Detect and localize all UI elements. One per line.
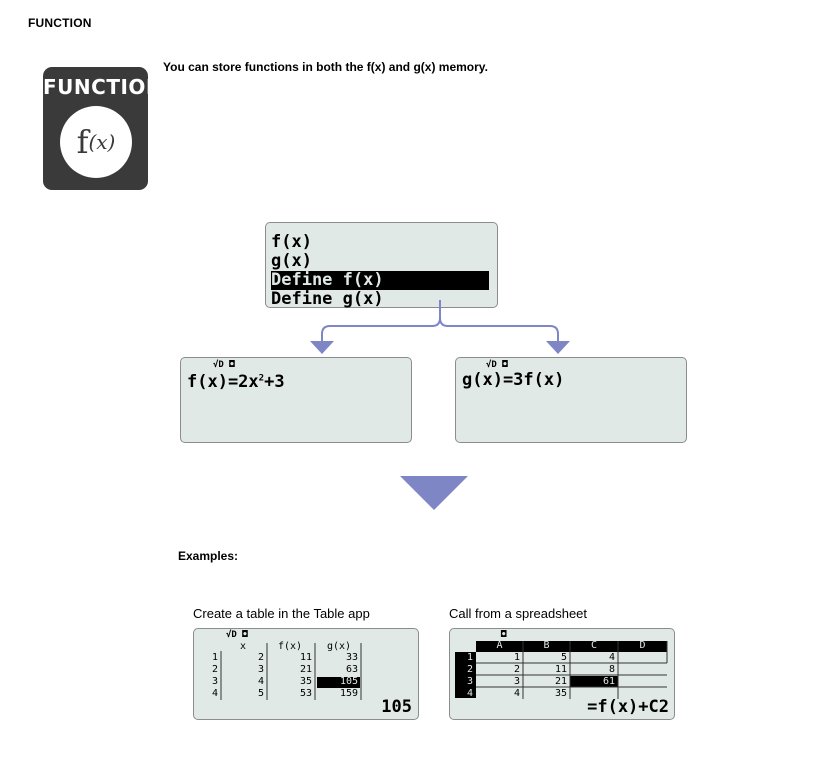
f-tail: +3 [264, 372, 285, 392]
row-numbers [455, 652, 473, 700]
fx-glyph: f [76, 123, 89, 161]
define-f-screen [180, 357, 412, 443]
col-b [524, 652, 567, 700]
col-c [571, 652, 615, 688]
table-cell: 5 [257, 688, 264, 699]
row-number: 3 [466, 676, 473, 687]
table-cell: 53 [299, 688, 312, 699]
formula-bar: =f(x)+C2 [587, 697, 669, 717]
row-number: 4 [212, 688, 219, 699]
sheet-cell: 8 [608, 664, 615, 675]
table-cell: 159 [339, 688, 358, 699]
table-cell: 33 [345, 652, 358, 663]
table-cell: 35 [299, 676, 312, 687]
row-number: 1 [466, 652, 473, 663]
col-header-b: B [543, 640, 550, 651]
menu-item-fx: f(x) [271, 232, 312, 252]
table-cell: 63 [345, 664, 358, 675]
sheet-cell: 3 [513, 676, 520, 687]
row-number: 2 [212, 664, 219, 675]
f-exponent: 2 [258, 373, 265, 384]
menu-item-define-gx: Define g(x) [271, 289, 384, 309]
g-definition: g(x)=3f(x) [462, 370, 565, 390]
spreadsheet-screen [449, 628, 675, 720]
define-g-screen [455, 357, 687, 443]
table-result: 105 [381, 697, 412, 717]
function-icon [43, 67, 164, 190]
branch-arrows [300, 300, 580, 358]
sheet-cell: 21 [554, 676, 567, 687]
spreadsheet-caption: Call from a spreadsheet [449, 606, 588, 621]
table-cell: 21 [299, 664, 312, 675]
col-header-g: g(x) [327, 641, 352, 652]
examples-label: Examples: [178, 549, 239, 563]
sheet-cell-highlighted: 61 [602, 676, 615, 687]
row-number: 2 [466, 664, 473, 675]
sheet-cell: 4 [608, 652, 615, 663]
x-column [224, 652, 264, 700]
table-caption: Create a table in the Table app [193, 606, 370, 621]
status-indicator: √D ◘ [486, 360, 508, 370]
down-arrow-icon [400, 476, 468, 510]
f-definition [187, 372, 285, 392]
table-cell: 11 [299, 652, 312, 663]
sheet-cell: 2 [513, 664, 520, 675]
row-number: 1 [212, 652, 219, 663]
table-app-screen [193, 628, 419, 720]
menu-item-define-fx: Define f(x) [271, 271, 489, 290]
sheet-cell: 11 [554, 664, 567, 675]
status-indicator: √D ◘ [226, 630, 248, 640]
fx-icon [60, 106, 132, 178]
g-column [318, 652, 358, 700]
table-cell: 4 [257, 676, 264, 687]
fx-arg: (x) [88, 130, 116, 154]
row-number: 4 [466, 688, 473, 699]
table-cell-highlighted: 105 [339, 676, 358, 687]
col-header-x: x [240, 641, 247, 652]
row-number: 3 [212, 676, 219, 687]
define-menu-screen [265, 222, 498, 308]
f-expression: f(x)=2x [187, 372, 259, 392]
table-cell: 3 [257, 664, 264, 675]
col-header-c: C [590, 640, 598, 651]
col-header-a: A [496, 640, 503, 651]
sheet-cell: 35 [554, 688, 567, 699]
intro-text: You can store functions in both the f(x) and g(x) memory. [163, 60, 488, 74]
status-indicator: ◘ [501, 630, 507, 640]
page-heading: FUNCTION [28, 16, 92, 30]
f-column [270, 652, 312, 700]
col-header-f: f(x) [278, 641, 303, 652]
col-a [477, 652, 520, 700]
table-cell: 2 [257, 652, 264, 663]
sheet-cell: 4 [513, 688, 520, 699]
sheet-cell: 5 [560, 652, 567, 663]
menu-item-gx: g(x) [271, 251, 312, 271]
status-indicator: √D ◘ [213, 360, 235, 370]
function-icon-title: FUNCTION [43, 75, 164, 99]
sheet-cell: 1 [513, 652, 520, 663]
row-numbers [212, 652, 218, 700]
col-header-d: D [639, 640, 646, 651]
